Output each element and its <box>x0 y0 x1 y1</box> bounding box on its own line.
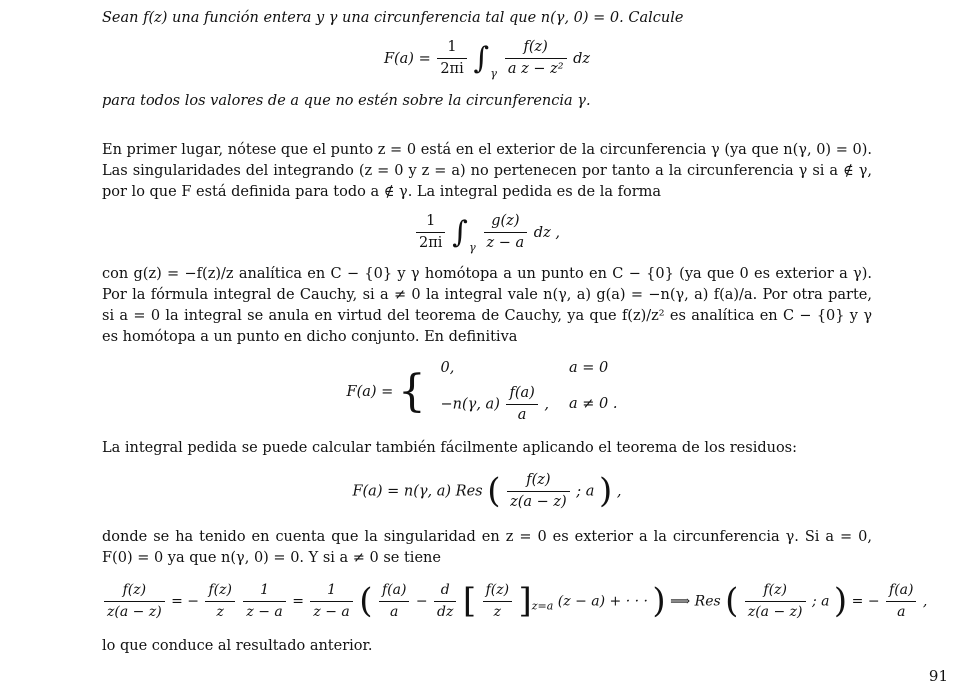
cases-table <box>431 356 628 428</box>
eq2-prefactor: $\frac{1}{2\pi i}$ <box>416 211 445 254</box>
eq5-fraction-4: $\frac{1}{z - a}$ <box>310 580 352 622</box>
case-row <box>431 381 628 428</box>
page-number: 91 <box>928 667 948 686</box>
integral-sign: ∫ γ <box>452 214 476 254</box>
left-bracket: [ <box>462 580 477 621</box>
equation-cases <box>102 356 872 428</box>
eq2-tail: dz , <box>533 224 560 241</box>
document-page <box>102 8 928 657</box>
eq1-dz: dz <box>573 50 591 67</box>
eq5-fraction-6: $\frac{f(z)}{z}$ <box>483 580 512 622</box>
solution-para-2: con g(z) = −f(z)/z analítica en C − {0} y γ homótopa a un punto en C − {0} (ya que 0 es exterior a γ). Por la fórmula integral de Cauchy, si a ≠ 0 la integral vale n(γ, a) g(a) = −n(γ, a) f(a)/a. Por otra parte, si a = 0 la integral se anula en virtud del teorema de Cauchy, ya que f(z)/z² es analítica en C − {0} y γ es homótopa a un punto en dicho conjunto. En definitiva <box>102 266 872 346</box>
case-condition: a = 0 <box>569 360 609 377</box>
case-condition: a ≠ 0 . <box>569 396 618 413</box>
eq4-lhs: F(a) = n(γ, a) Res <box>352 483 483 500</box>
solution-para-3: La integral pedida se puede calcular también fácilmente aplicando el teorema de los residuos: <box>102 440 798 457</box>
right-paren: ) <box>599 471 613 512</box>
equation-expansion: $\frac{f(z)}{z(a - z)}$ = − $\frac{f(z)}{z}$ $\frac{1}{z - a}$ = $\frac{1}{z - a}$ ( $\frac{f(a)}{a}$ − $\frac{d}{dz}$ [ $\frac{f(z)}{z}$ ]$_{z=a}$ (z − a) + · · · ) ⟹ Res ( $\frac{f(z)}{z(a - z)}$ ; a ) = − $\frac{f(a)}{a}$ , <box>102 577 872 626</box>
eq3-lhs: F(a) = <box>346 384 394 401</box>
case-value: 0, <box>440 360 455 377</box>
eq1-lhs: F(a) = <box>383 50 431 67</box>
eq5-fraction-2: $\frac{f(z)}{z}$ <box>205 580 234 622</box>
eq1-integrand: $\frac{f(z)}{\text{a z − z²}}$ <box>505 37 567 80</box>
case-value: −n(γ, a) $\frac{f(a)}{a}$ , <box>431 381 560 428</box>
integral-sign: ∫ γ <box>473 41 497 81</box>
solution-para-1: En primer lugar, nótese que el punto z = 0 está en el exterior de la circunferencia γ (ya que n(γ, 0) = 0). Las singularidades del integrando (z = 0 y z = a) no pertenecen por tanto a la circunferencia γ si a ∉ γ, por lo que F está definida para todo a ∉ γ. La integral pedida es de la forma <box>102 141 872 200</box>
solution-para-4: donde se ha tenido en cuenta que la singularidad en z = 0 es exterior a la circunferencia γ. Si a = 0, F(0) = 0 ya que n(γ, 0) = 0. Y si a ≠ 0 se tiene <box>102 528 872 566</box>
left-paren: ( <box>725 580 739 621</box>
eq2-integrand: $\frac{g(z)}{z - a}$ <box>484 211 528 254</box>
right-paren: ) <box>652 580 666 621</box>
right-paren: ) <box>833 580 848 621</box>
eval-subscript: z=a <box>531 598 554 612</box>
eq5-fraction-1: $\frac{f(z)}{z(a - z)}$ <box>104 580 165 622</box>
equation-integral-form <box>102 211 872 255</box>
left-paren: ( <box>487 471 501 512</box>
equation-definition <box>102 37 872 81</box>
eq5-fraction-7: $\frac{f(z)}{z(a - z)}$ <box>745 580 806 622</box>
left-brace: { <box>397 366 426 418</box>
eq4-fraction: $\frac{f(z)}{z(a - z)}$ <box>507 470 570 513</box>
eq1-prefactor: $\frac{1}{2\pi i}$ <box>437 37 466 80</box>
eq5-fraction-8: $\frac{f(a)}{a}$ <box>886 580 916 622</box>
eq5-fraction-5: $\frac{f(a)}{a}$ <box>379 580 409 622</box>
equation-residue: F(a) = n(γ, a) Res ( $\frac{f(z)}{z(a - z)}$ ; a ) , <box>102 467 872 516</box>
eq5-derivative: $\frac{d}{dz}$ <box>434 580 456 622</box>
problem-statement-end: para todos los valores de a que no estén sobre la circunferencia γ. <box>102 92 591 109</box>
case-row <box>431 356 628 381</box>
eq5-fraction-3: $\frac{1}{z - a}$ <box>243 580 285 622</box>
case-fraction: $\frac{f(a)}{a}$ <box>506 383 537 426</box>
problem-statement: Sean f(z) una función entera y γ una circunferencia tal que n(γ, 0) = 0. Calcule <box>102 10 684 26</box>
right-bracket: ] <box>518 580 532 621</box>
solution-para-5: lo que conduce al resultado anterior. <box>102 637 373 654</box>
left-paren: ( <box>359 580 373 621</box>
